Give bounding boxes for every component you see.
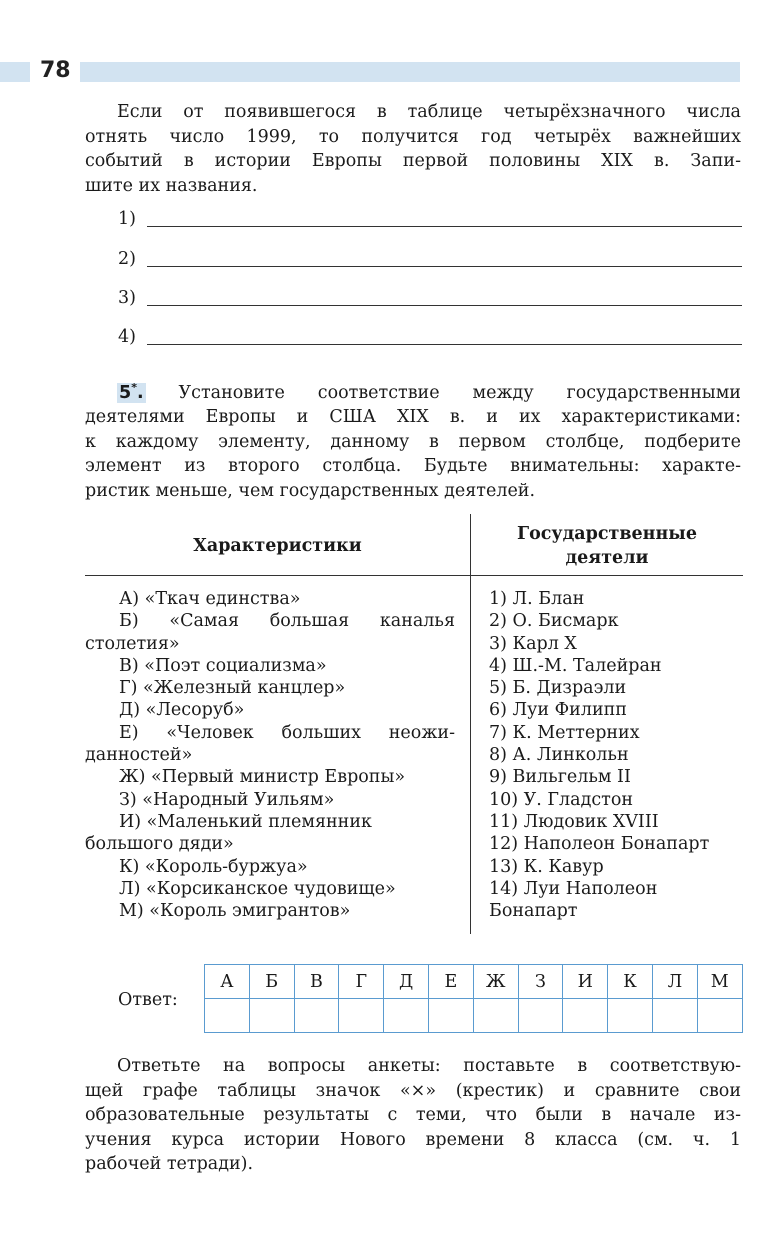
answer-cell[interactable] bbox=[697, 999, 742, 1033]
list-item: 13) К. Кавур bbox=[489, 856, 604, 877]
list-item: 2) О. Бисмарк bbox=[489, 611, 619, 632]
answer-letter: М bbox=[697, 965, 742, 999]
answer-label: Ответ: bbox=[118, 990, 178, 1010]
task5-paragraph bbox=[85, 376, 741, 503]
list-item: И) «Маленький племянник bbox=[119, 811, 372, 832]
answer-letter: Г bbox=[339, 965, 384, 999]
intro-paragraph bbox=[85, 100, 741, 198]
task5-line: ристик меньше, чем государственных деятелей. bbox=[85, 480, 536, 501]
list-item: А) «Ткач единства» bbox=[119, 589, 301, 609]
answer-line-4[interactable] bbox=[118, 323, 742, 347]
column-header-characteristics: Характеристики bbox=[193, 536, 362, 556]
closing-line: Ответьте на вопросы анкеты: поставьте в соответствую- bbox=[117, 1056, 741, 1076]
list-item: 14) Луи Наполеон bbox=[489, 878, 658, 899]
answer-line-1[interactable] bbox=[118, 205, 742, 229]
page-header-bar bbox=[0, 62, 740, 82]
list-item: 3) Карл X bbox=[489, 633, 577, 654]
list-item: большого дяди» bbox=[85, 834, 234, 855]
answer-line-rule bbox=[147, 344, 742, 345]
answer-cell[interactable] bbox=[652, 999, 697, 1033]
list-item: Г) «Железный канцлер» bbox=[119, 678, 346, 699]
task-number bbox=[117, 383, 146, 403]
answer-line-number: 2) bbox=[118, 249, 136, 269]
list-item: столетия» bbox=[85, 633, 180, 654]
answer-cell[interactable] bbox=[339, 999, 384, 1033]
list-item: Ж) «Первый министр Европы» bbox=[119, 767, 406, 788]
list-item: 5) Б. Дизраэли bbox=[489, 678, 627, 699]
answer-cell[interactable] bbox=[384, 999, 429, 1033]
intro-line: отнять число 1999, то получится год четырёх важнейших bbox=[85, 126, 741, 147]
task5-line bbox=[85, 376, 741, 405]
list-item: Б) «Самая большая каналья bbox=[119, 611, 455, 632]
answer-letter: Е bbox=[428, 965, 473, 999]
list-item: Л) «Корсиканское чудовище» bbox=[119, 878, 396, 899]
characteristics-list bbox=[85, 588, 455, 922]
answer-cell[interactable] bbox=[249, 999, 294, 1033]
answer-letter: В bbox=[294, 965, 339, 999]
list-item: данностей» bbox=[85, 745, 193, 766]
answer-cell[interactable] bbox=[428, 999, 473, 1033]
answer-letter: Л bbox=[652, 965, 697, 999]
list-item: З) «Народный Уильям» bbox=[119, 789, 335, 810]
list-item: 7) К. Меттерних bbox=[489, 722, 640, 743]
intro-line: Если от появившегося в таблице четырёхзначного числа bbox=[117, 102, 741, 122]
answer-letter: А bbox=[205, 965, 250, 999]
list-item: 11) Людовик XVIII bbox=[489, 811, 659, 832]
answer-letter: И bbox=[563, 965, 608, 999]
closing-line: учения курса истории Нового времени 8 класса (см. ч. 1 bbox=[85, 1129, 741, 1150]
list-item: 9) Вильгельм II bbox=[489, 767, 631, 788]
answer-line-2[interactable] bbox=[118, 245, 742, 269]
intro-line: шите их названия. bbox=[85, 175, 258, 196]
answer-line-number: 1) bbox=[118, 209, 136, 229]
list-item: 10) У. Гладстон bbox=[489, 789, 634, 810]
answer-letter: З bbox=[518, 965, 563, 999]
task-difficulty-mark: * bbox=[131, 381, 137, 394]
list-item: 6) Луи Филипп bbox=[489, 700, 627, 721]
answer-cell[interactable] bbox=[473, 999, 518, 1033]
answer-line-rule bbox=[147, 305, 742, 306]
task-number-suffix: . bbox=[136, 382, 144, 403]
table-vertical-divider bbox=[470, 514, 471, 934]
table-header-divider bbox=[85, 575, 743, 576]
answer-cell[interactable] bbox=[518, 999, 563, 1033]
answer-line-rule bbox=[147, 266, 742, 267]
closing-paragraph bbox=[85, 1054, 741, 1177]
answer-line-rule bbox=[147, 226, 742, 227]
answer-line-3[interactable] bbox=[118, 284, 742, 308]
task5-line: к каждому элементу, данному в первом столбце, подберите bbox=[85, 431, 741, 452]
list-item: 8) А. Линкольн bbox=[489, 745, 629, 766]
answer-letter: Б bbox=[249, 965, 294, 999]
list-item: 12) Наполеон Бонапарт bbox=[489, 834, 710, 855]
closing-line: щей графе таблицы значок «×» (крестик) и сравните свои bbox=[85, 1080, 741, 1101]
column-header-statesmen bbox=[471, 522, 743, 570]
list-item: Е) «Человек больших неожи- bbox=[119, 722, 455, 743]
list-item: Бонапарт bbox=[489, 901, 578, 922]
statesmen-list bbox=[489, 588, 743, 922]
list-item: 4) Ш.-М. Талейран bbox=[489, 655, 662, 676]
column-header-line: Государственные bbox=[517, 524, 697, 544]
answer-letter: К bbox=[608, 965, 653, 999]
answer-cell[interactable] bbox=[294, 999, 339, 1033]
page-number: 78 bbox=[40, 58, 71, 83]
answer-cell[interactable] bbox=[563, 999, 608, 1033]
list-item: Д) «Лесоруб» bbox=[119, 700, 245, 721]
answer-letter: Д bbox=[384, 965, 429, 999]
answer-cell[interactable] bbox=[205, 999, 250, 1033]
closing-line: рабочей тетради). bbox=[85, 1154, 254, 1174]
answer-line-number: 4) bbox=[118, 327, 136, 347]
answer-line-number: 3) bbox=[118, 288, 136, 308]
answer-grid bbox=[204, 964, 743, 1033]
matching-table bbox=[85, 514, 743, 934]
answer-letter: Ж bbox=[473, 965, 518, 999]
task5-line: деятелями Европы и США XIX в. и их характеристиками: bbox=[85, 407, 741, 428]
answer-cell[interactable] bbox=[608, 999, 653, 1033]
intro-line: событий в истории Европы первой половины XIX в. Запи- bbox=[85, 151, 741, 171]
list-item: 1) Л. Блан bbox=[489, 589, 585, 609]
column-header-line: деятели bbox=[565, 548, 649, 568]
list-item: В) «Поэт социализма» bbox=[119, 655, 327, 676]
closing-line: образовательные результаты с теми, что были в начале из- bbox=[85, 1105, 741, 1125]
answer-grid-input-row bbox=[205, 999, 743, 1033]
task5-line: элемент из второго столбца. Будьте внимательны: характе- bbox=[85, 456, 741, 477]
task5-text: Установите соответствие между государственными bbox=[178, 382, 741, 403]
answer-grid-header-row bbox=[205, 965, 743, 999]
list-item: М) «Король эмигрантов» bbox=[119, 901, 351, 922]
list-item: К) «Король-буржуа» bbox=[119, 856, 308, 877]
task-number-value: 5 bbox=[119, 382, 132, 403]
